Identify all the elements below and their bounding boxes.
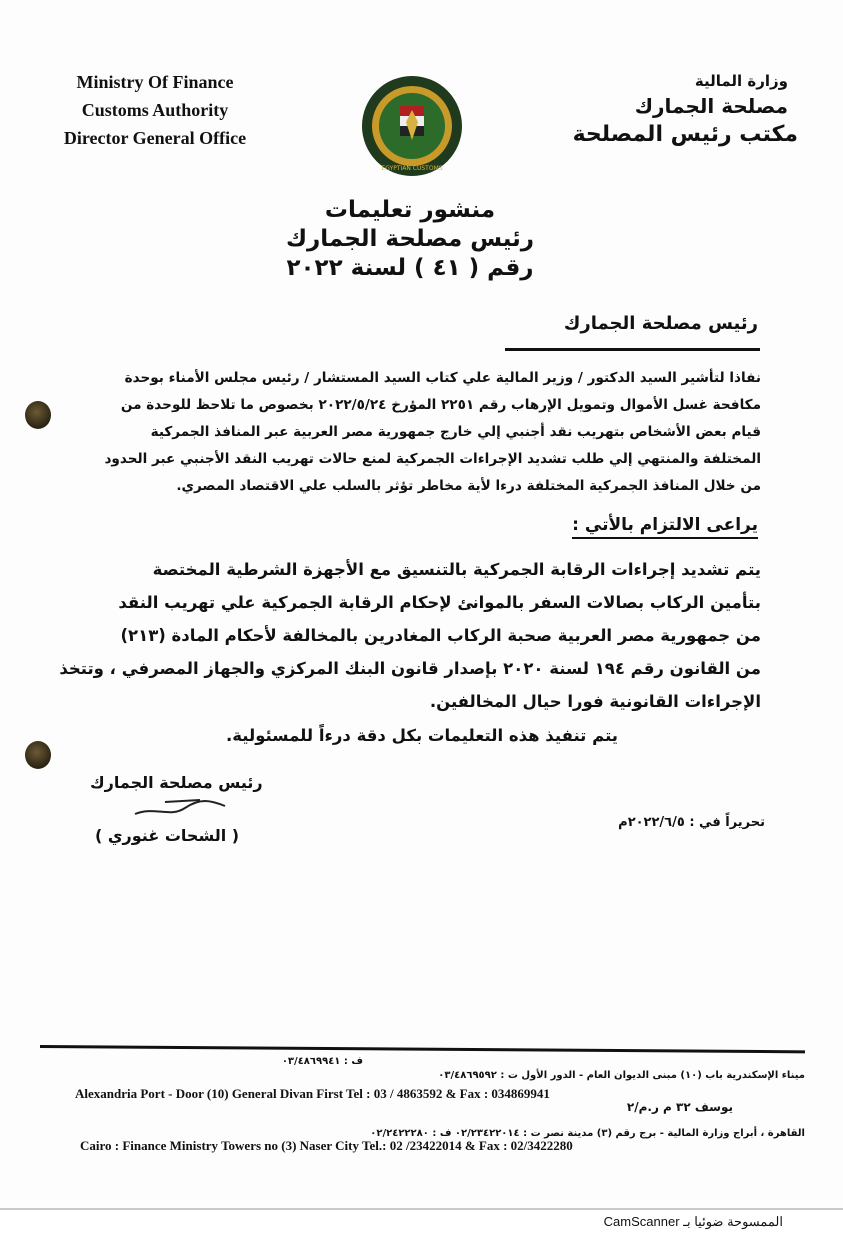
intro-paragraph (81, 365, 761, 500)
title-line: رقم ( ٤١ ) لسنة ٢٠٢٢ (286, 255, 534, 281)
compliance-heading: يراعى الالتزام بالأتي : (572, 515, 758, 539)
camscanner-watermark: الممسوحة ضوئيا بـ CamScanner (603, 1214, 783, 1229)
issue-date: تحريراً في : ٢٠٢٢/٦/٥م (618, 815, 765, 830)
footer-alex-en: Alexandria Port - Door (10) General Divan First Tel : 03 / 4863592 & Fax : 034869941 (75, 1086, 550, 1101)
instruction-line: من جمهورية مصر العربية صحبة الركاب المغادرين بالمخالفة لأحكام المادة (٢١٣) (120, 626, 761, 645)
instruction-line: الإجراءات القانونية فورا حيال المخالفين. (429, 692, 761, 711)
addressee-underline (505, 348, 760, 351)
circular-title (200, 196, 620, 283)
paragraph-line: من خلال المنافذ الجمركية المختلفة درءا لأية مخاطر تؤثر بالسلب علي الاقتصاد المصري. (176, 478, 761, 494)
paragraph-line: مكافحة غسل الأموال وتمويل الإرهاب رقم ٢٢٥١ المؤرخ ٢٠٢٢/٥/٢٤ بخصوص ما تلاحظ للوحدة من (120, 397, 761, 413)
signatory-name: ( الشحات غنوري ) (95, 826, 240, 845)
punch-hole (25, 401, 51, 429)
office-name-ar: مكتب رئيس المصلحة (572, 122, 798, 147)
authority-name-en: Customs Authority (81, 100, 229, 120)
closing-statement: يتم تنفيذ هذه التعليمات بكل دقة درءاً للمسئولية. (226, 726, 618, 745)
punch-hole (25, 741, 51, 769)
footer-reference: يوسف ٣٢ م ر.م/٢ (626, 1100, 733, 1114)
english-letterhead (30, 68, 280, 152)
ministry-name-ar: وزارة المالية (694, 72, 788, 90)
footer-alex-fax-ar: ف : ٠٣/٤٨٦٩٩٤١ (281, 1056, 363, 1067)
svg-text:EGYPTIAN CUSTOMS: EGYPTIAN CUSTOMS (381, 165, 443, 172)
instructions-paragraph (59, 553, 761, 718)
instruction-line: من القانون رقم ١٩٤ لسنة ٢٠٢٠ بإصدار قانون البنك المركزي والجهاز المصرفي ، وتتخذ (59, 659, 761, 678)
title-line: رئيس مصلحة الجمارك (285, 226, 535, 252)
footer-cairo-en: Cairo : Finance Ministry Towers no (3) Naser City Tel.: 02 /23422014 & Fax : 02/3422280 (80, 1138, 573, 1153)
paragraph-line: قيام بعض الأشخاص بتهريب نقد أجنبي إلي خارج جمهورية مصر العربية عبر المنافذ الجمركية (150, 424, 761, 440)
arabic-letterhead (573, 72, 798, 147)
addressee: رئيس مصلحة الجمارك (563, 313, 758, 334)
instruction-line: يتم تشديد إجراءات الرقابة الجمركية بالتنسيق مع الأجهزة الشرطية المختصة (152, 560, 761, 579)
office-name-en: Director General Office (63, 128, 247, 148)
signatory-title: رئيس مصلحة الجمارك (90, 773, 263, 792)
paragraph-line: نفاذا لتأشير السيد الدكتور / وزير المالية علي كتاب السيد المستشار / رئيس مجلس الأمناء بوحدة (124, 370, 761, 386)
instruction-line: بتأمين الركاب بصالات السفر بالموانئ لإحكام الرقابة الجمركية علي تهريب النقد (118, 593, 761, 612)
authority-name-ar: مصلحة الجمارك (634, 94, 788, 118)
footer-rule (40, 1045, 805, 1053)
footer-alex-ar: ميناء الإسكندرية باب (١٠) مبنى الديوان العام - الدور الأول ت : ٠٣/٤٨٦٩٥٩٢ (438, 1070, 805, 1081)
paragraph-line: المختلفة والمنتهي إلي طلب تشديد الإجراءات الجمركية لمنع حالات تهريب النقد الأجنبي عبر الحدود (104, 451, 761, 467)
title-line: منشور تعليمات (324, 197, 496, 223)
ministry-name-en: Ministry Of Finance (76, 72, 234, 92)
customs-authority-seal (360, 74, 464, 178)
footer-cairo-ar: القاهرة ، أبراج وزارة المالية - برج رقم (٣) مدينة نصر ت : ٠٢/٢٣٤٢٢٠١٤ ف : ٠٢/٢٤٢٢٢٨٠ (370, 1128, 805, 1139)
handwritten-signature (130, 796, 240, 822)
